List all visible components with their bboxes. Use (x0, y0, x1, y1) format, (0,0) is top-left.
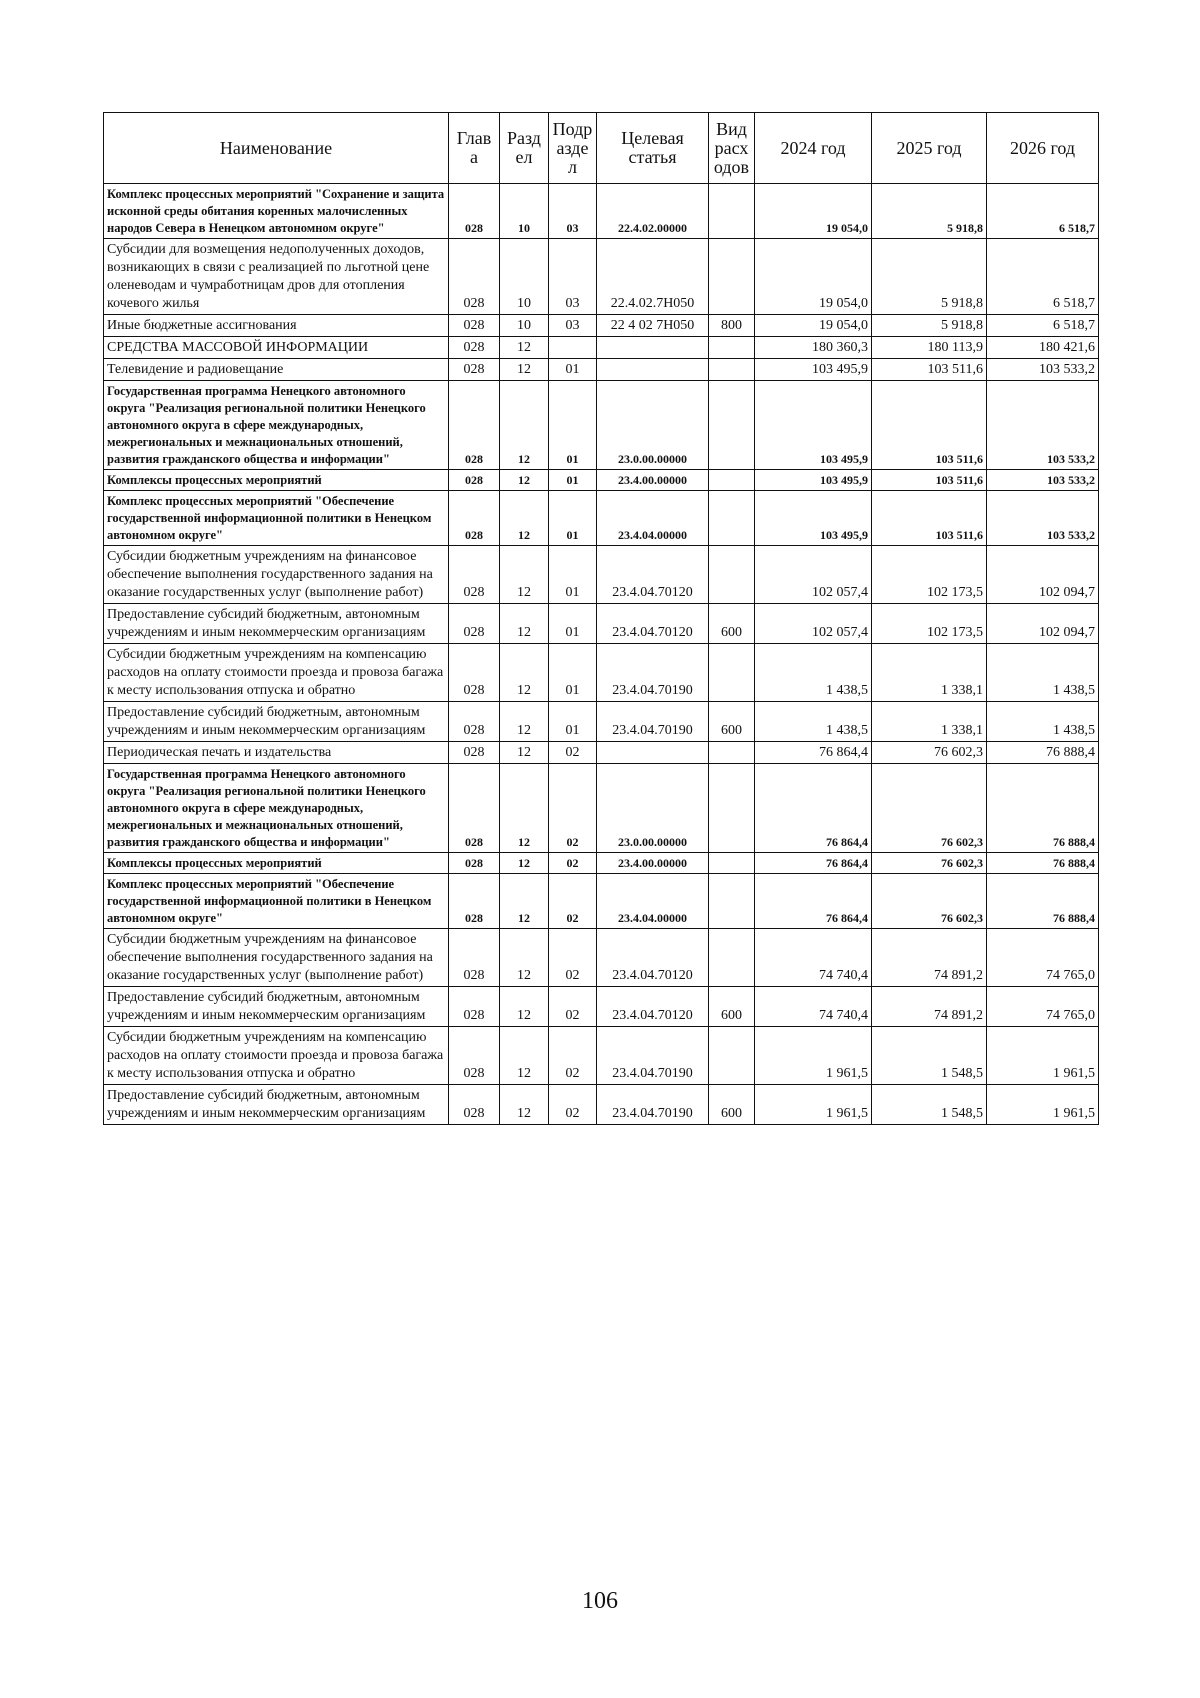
cell-tselevaya-statya: 23.4.00.00000 (597, 470, 709, 491)
cell-2026: 1 438,5 (987, 644, 1099, 702)
table-row (104, 987, 1099, 1027)
cell-2025: 1 338,1 (872, 702, 987, 742)
cell-2025: 5 918,8 (872, 239, 987, 315)
cell-razdel: 12 (500, 381, 549, 470)
cell-glava: 028 (449, 987, 500, 1027)
cell-2025: 180 113,9 (872, 337, 987, 359)
header-2026: 2026 год (987, 113, 1099, 184)
cell-2025: 5 918,8 (872, 184, 987, 239)
header-2025: 2025 год (872, 113, 987, 184)
cell-tselevaya-statya (597, 337, 709, 359)
cell-tselevaya-statya: 23.4.04.70120 (597, 604, 709, 644)
cell-razdel: 12 (500, 337, 549, 359)
cell-glava: 028 (449, 470, 500, 491)
cell-2024: 180 360,3 (755, 337, 872, 359)
cell-podrazdel: 02 (549, 1085, 597, 1125)
header-razdel: Разд ел (500, 113, 549, 184)
cell-vid-raskhodov (709, 764, 755, 853)
cell-vid-raskhodov (709, 239, 755, 315)
cell-2024: 102 057,4 (755, 604, 872, 644)
table-row (104, 764, 1099, 853)
cell-name: Периодическая печать и издательства (104, 742, 449, 764)
cell-2025: 76 602,3 (872, 742, 987, 764)
cell-podrazdel: 02 (549, 929, 597, 987)
cell-name: Государственная программа Ненецкого автономного округа "Реализация региональной политики Ненецкого автономного округа в сфере международных, межрегиональных и межнациональных отношений, развития гражданского общества и информации" (104, 764, 449, 853)
cell-2026: 74 765,0 (987, 929, 1099, 987)
cell-razdel: 12 (500, 987, 549, 1027)
cell-vid-raskhodov (709, 337, 755, 359)
cell-razdel: 12 (500, 742, 549, 764)
table-row (104, 546, 1099, 604)
cell-tselevaya-statya: 23.4.04.70120 (597, 546, 709, 604)
cell-glava: 028 (449, 742, 500, 764)
cell-2024: 76 864,4 (755, 742, 872, 764)
cell-vid-raskhodov (709, 491, 755, 546)
cell-name: Государственная программа Ненецкого автономного округа "Реализация региональной политики Ненецкого автономного округа в сфере международных, межрегиональных и межнациональных отношений, развития гражданского общества и информации" (104, 381, 449, 470)
cell-glava: 028 (449, 929, 500, 987)
cell-razdel: 12 (500, 874, 549, 929)
cell-name: Предоставление субсидий бюджетным, автономным учреждениям и иным некоммерческим организациям (104, 987, 449, 1027)
header-2024: 2024 год (755, 113, 872, 184)
cell-2026: 180 421,6 (987, 337, 1099, 359)
cell-glava: 028 (449, 874, 500, 929)
cell-2025: 76 602,3 (872, 874, 987, 929)
table-row (104, 184, 1099, 239)
cell-vid-raskhodov: 800 (709, 315, 755, 337)
cell-2024: 19 054,0 (755, 184, 872, 239)
cell-2026: 103 533,2 (987, 381, 1099, 470)
cell-name: Комплекс процессных мероприятий "Обеспечение государственной информационной политики в Ненецком автономном округе" (104, 491, 449, 546)
cell-2026: 1 961,5 (987, 1027, 1099, 1085)
cell-glava: 028 (449, 1027, 500, 1085)
cell-tselevaya-statya: 23.4.04.00000 (597, 491, 709, 546)
cell-2025: 76 602,3 (872, 853, 987, 874)
cell-name: Субсидии для возмещения недополученных доходов, возникающих в связи с реализацией по льготной цене оленеводам и чумработницам дров для отопления кочевого жилья (104, 239, 449, 315)
header-naimenovanie: Наименование (104, 113, 449, 184)
cell-2024: 1 961,5 (755, 1027, 872, 1085)
cell-name: Субсидии бюджетным учреждениям на компенсацию расходов на оплату стоимости проезда и провоза багажа к месту использования отпуска и обратно (104, 644, 449, 702)
cell-podrazdel: 03 (549, 239, 597, 315)
cell-2025: 102 173,5 (872, 546, 987, 604)
cell-glava: 028 (449, 1085, 500, 1125)
cell-2026: 76 888,4 (987, 874, 1099, 929)
cell-2026: 102 094,7 (987, 604, 1099, 644)
cell-vid-raskhodov: 600 (709, 987, 755, 1027)
table-row (104, 470, 1099, 491)
table-row (104, 853, 1099, 874)
cell-2025: 74 891,2 (872, 987, 987, 1027)
cell-podrazdel: 01 (549, 702, 597, 742)
cell-glava: 028 (449, 853, 500, 874)
cell-glava: 028 (449, 764, 500, 853)
cell-podrazdel: 02 (549, 1027, 597, 1085)
cell-podrazdel: 01 (549, 546, 597, 604)
cell-razdel: 10 (500, 239, 549, 315)
cell-podrazdel: 01 (549, 381, 597, 470)
cell-2026: 74 765,0 (987, 987, 1099, 1027)
cell-podrazdel: 02 (549, 742, 597, 764)
cell-tselevaya-statya: 22.4.02.00000 (597, 184, 709, 239)
cell-2026: 76 888,4 (987, 764, 1099, 853)
cell-razdel: 12 (500, 929, 549, 987)
cell-2026: 76 888,4 (987, 853, 1099, 874)
cell-glava: 028 (449, 644, 500, 702)
cell-2025: 103 511,6 (872, 491, 987, 546)
cell-2026: 102 094,7 (987, 546, 1099, 604)
cell-2025: 1 338,1 (872, 644, 987, 702)
table-row (104, 874, 1099, 929)
cell-podrazdel: 01 (549, 644, 597, 702)
cell-podrazdel: 02 (549, 874, 597, 929)
cell-tselevaya-statya (597, 359, 709, 381)
cell-vid-raskhodov (709, 874, 755, 929)
cell-podrazdel: 02 (549, 853, 597, 874)
cell-2026: 1 961,5 (987, 1085, 1099, 1125)
cell-2024: 76 864,4 (755, 764, 872, 853)
cell-razdel: 12 (500, 604, 549, 644)
cell-2024: 1 438,5 (755, 702, 872, 742)
cell-vid-raskhodov (709, 1027, 755, 1085)
cell-2025: 103 511,6 (872, 470, 987, 491)
cell-2024: 1 961,5 (755, 1085, 872, 1125)
cell-2025: 74 891,2 (872, 929, 987, 987)
cell-podrazdel: 02 (549, 764, 597, 853)
cell-razdel: 10 (500, 315, 549, 337)
cell-tselevaya-statya: 23.4.04.70190 (597, 644, 709, 702)
cell-name: Комплексы процессных мероприятий (104, 853, 449, 874)
cell-2026: 103 533,2 (987, 491, 1099, 546)
cell-podrazdel: 01 (549, 359, 597, 381)
cell-glava: 028 (449, 381, 500, 470)
cell-name: Предоставление субсидий бюджетным, автономным учреждениям и иным некоммерческим организациям (104, 1085, 449, 1125)
cell-razdel: 12 (500, 470, 549, 491)
cell-2024: 74 740,4 (755, 929, 872, 987)
table-row (104, 929, 1099, 987)
cell-tselevaya-statya: 23.4.04.70120 (597, 987, 709, 1027)
cell-glava: 028 (449, 702, 500, 742)
table-row (104, 491, 1099, 546)
cell-name: СРЕДСТВА МАССОВОЙ ИНФОРМАЦИИ (104, 337, 449, 359)
cell-2026: 1 438,5 (987, 702, 1099, 742)
cell-vid-raskhodov: 600 (709, 702, 755, 742)
cell-podrazdel: 02 (549, 987, 597, 1027)
cell-vid-raskhodov (709, 929, 755, 987)
cell-glava: 028 (449, 239, 500, 315)
cell-name: Комплекс процессных мероприятий "Сохранение и защита исконной среды обитания коренных малочисленных народов Севера в Ненецком автономном округе" (104, 184, 449, 239)
cell-name: Предоставление субсидий бюджетным, автономным учреждениям и иным некоммерческим организациям (104, 604, 449, 644)
cell-2024: 103 495,9 (755, 491, 872, 546)
cell-tselevaya-statya (597, 742, 709, 764)
cell-vid-raskhodov: 600 (709, 1085, 755, 1125)
cell-name: Телевидение и радиовещание (104, 359, 449, 381)
cell-razdel: 12 (500, 853, 549, 874)
cell-2026: 6 518,7 (987, 315, 1099, 337)
table-row (104, 1027, 1099, 1085)
cell-2026: 6 518,7 (987, 184, 1099, 239)
cell-name: Иные бюджетные ассигнования (104, 315, 449, 337)
table-body (104, 184, 1099, 1125)
cell-name: Комплексы процессных мероприятий (104, 470, 449, 491)
cell-glava: 028 (449, 315, 500, 337)
cell-name: Субсидии бюджетным учреждениям на финансовое обеспечение выполнения государственного задания на оказание государственных услуг (выполнение работ) (104, 546, 449, 604)
cell-glava: 028 (449, 359, 500, 381)
cell-podrazdel: 01 (549, 604, 597, 644)
table-row (104, 315, 1099, 337)
cell-glava: 028 (449, 546, 500, 604)
cell-2026: 103 533,2 (987, 470, 1099, 491)
cell-vid-raskhodov: 600 (709, 604, 755, 644)
cell-2024: 103 495,9 (755, 381, 872, 470)
cell-razdel: 12 (500, 1027, 549, 1085)
cell-vid-raskhodov (709, 381, 755, 470)
cell-name: Субсидии бюджетным учреждениям на финансовое обеспечение выполнения государственного задания на оказание государственных услуг (выполнение работ) (104, 929, 449, 987)
table-row (104, 644, 1099, 702)
cell-2026: 103 533,2 (987, 359, 1099, 381)
cell-razdel: 12 (500, 702, 549, 742)
cell-vid-raskhodov (709, 546, 755, 604)
table-row (104, 702, 1099, 742)
cell-vid-raskhodov (709, 853, 755, 874)
cell-tselevaya-statya: 23.4.04.70190 (597, 1027, 709, 1085)
cell-vid-raskhodov (709, 470, 755, 491)
cell-vid-raskhodov (709, 644, 755, 702)
cell-podrazdel: 01 (549, 470, 597, 491)
table-row (104, 1085, 1099, 1125)
cell-podrazdel (549, 337, 597, 359)
cell-glava: 028 (449, 337, 500, 359)
cell-2026: 6 518,7 (987, 239, 1099, 315)
header-podrazdel: Подр азде л (549, 113, 597, 184)
cell-2024: 76 864,4 (755, 874, 872, 929)
cell-2024: 19 054,0 (755, 239, 872, 315)
cell-2024: 102 057,4 (755, 546, 872, 604)
cell-2024: 103 495,9 (755, 359, 872, 381)
table-row (104, 742, 1099, 764)
header-glava: Глав а (449, 113, 500, 184)
cell-razdel: 12 (500, 546, 549, 604)
cell-tselevaya-statya: 23.0.00.00000 (597, 764, 709, 853)
table-row (104, 359, 1099, 381)
cell-name: Субсидии бюджетным учреждениям на компенсацию расходов на оплату стоимости проезда и провоза багажа к месту использования отпуска и обратно (104, 1027, 449, 1085)
cell-2025: 103 511,6 (872, 359, 987, 381)
cell-name: Предоставление субсидий бюджетным, автономным учреждениям и иным некоммерческим организациям (104, 702, 449, 742)
cell-tselevaya-statya: 23.0.00.00000 (597, 381, 709, 470)
cell-2025: 76 602,3 (872, 764, 987, 853)
cell-podrazdel: 03 (549, 315, 597, 337)
cell-tselevaya-statya: 23.4.00.00000 (597, 853, 709, 874)
cell-2025: 1 548,5 (872, 1027, 987, 1085)
budget-table (103, 112, 1099, 1125)
cell-razdel: 10 (500, 184, 549, 239)
cell-2024: 76 864,4 (755, 853, 872, 874)
table-row (104, 239, 1099, 315)
cell-podrazdel: 03 (549, 184, 597, 239)
cell-tselevaya-statya: 23.4.04.70190 (597, 1085, 709, 1125)
cell-tselevaya-statya: 23.4.04.70120 (597, 929, 709, 987)
cell-vid-raskhodov (709, 742, 755, 764)
cell-razdel: 12 (500, 644, 549, 702)
cell-tselevaya-statya: 23.4.04.70190 (597, 702, 709, 742)
cell-2025: 1 548,5 (872, 1085, 987, 1125)
header-vid-raskhodov: Вид расх одов (709, 113, 755, 184)
cell-2025: 5 918,8 (872, 315, 987, 337)
page-number: 106 (582, 1588, 618, 1614)
table-row (104, 604, 1099, 644)
cell-razdel: 12 (500, 359, 549, 381)
cell-2024: 103 495,9 (755, 470, 872, 491)
cell-vid-raskhodov (709, 184, 755, 239)
cell-razdel: 12 (500, 491, 549, 546)
cell-podrazdel: 01 (549, 491, 597, 546)
cell-2025: 103 511,6 (872, 381, 987, 470)
cell-razdel: 12 (500, 1085, 549, 1125)
cell-vid-raskhodov (709, 359, 755, 381)
cell-2026: 76 888,4 (987, 742, 1099, 764)
cell-2024: 1 438,5 (755, 644, 872, 702)
cell-glava: 028 (449, 184, 500, 239)
cell-name: Комплекс процессных мероприятий "Обеспечение государственной информационной политики в Ненецком автономном округе" (104, 874, 449, 929)
cell-tselevaya-statya: 22 4 02 7Н050 (597, 315, 709, 337)
cell-tselevaya-statya: 23.4.04.00000 (597, 874, 709, 929)
cell-razdel: 12 (500, 764, 549, 853)
cell-tselevaya-statya: 22.4.02.7Н050 (597, 239, 709, 315)
cell-2025: 102 173,5 (872, 604, 987, 644)
cell-2024: 74 740,4 (755, 987, 872, 1027)
cell-glava: 028 (449, 604, 500, 644)
cell-2024: 19 054,0 (755, 315, 872, 337)
table-header-row (104, 113, 1099, 184)
cell-glava: 028 (449, 491, 500, 546)
header-tselevaya-statya: Целевая статья (597, 113, 709, 184)
table-row (104, 381, 1099, 470)
table-row (104, 337, 1099, 359)
